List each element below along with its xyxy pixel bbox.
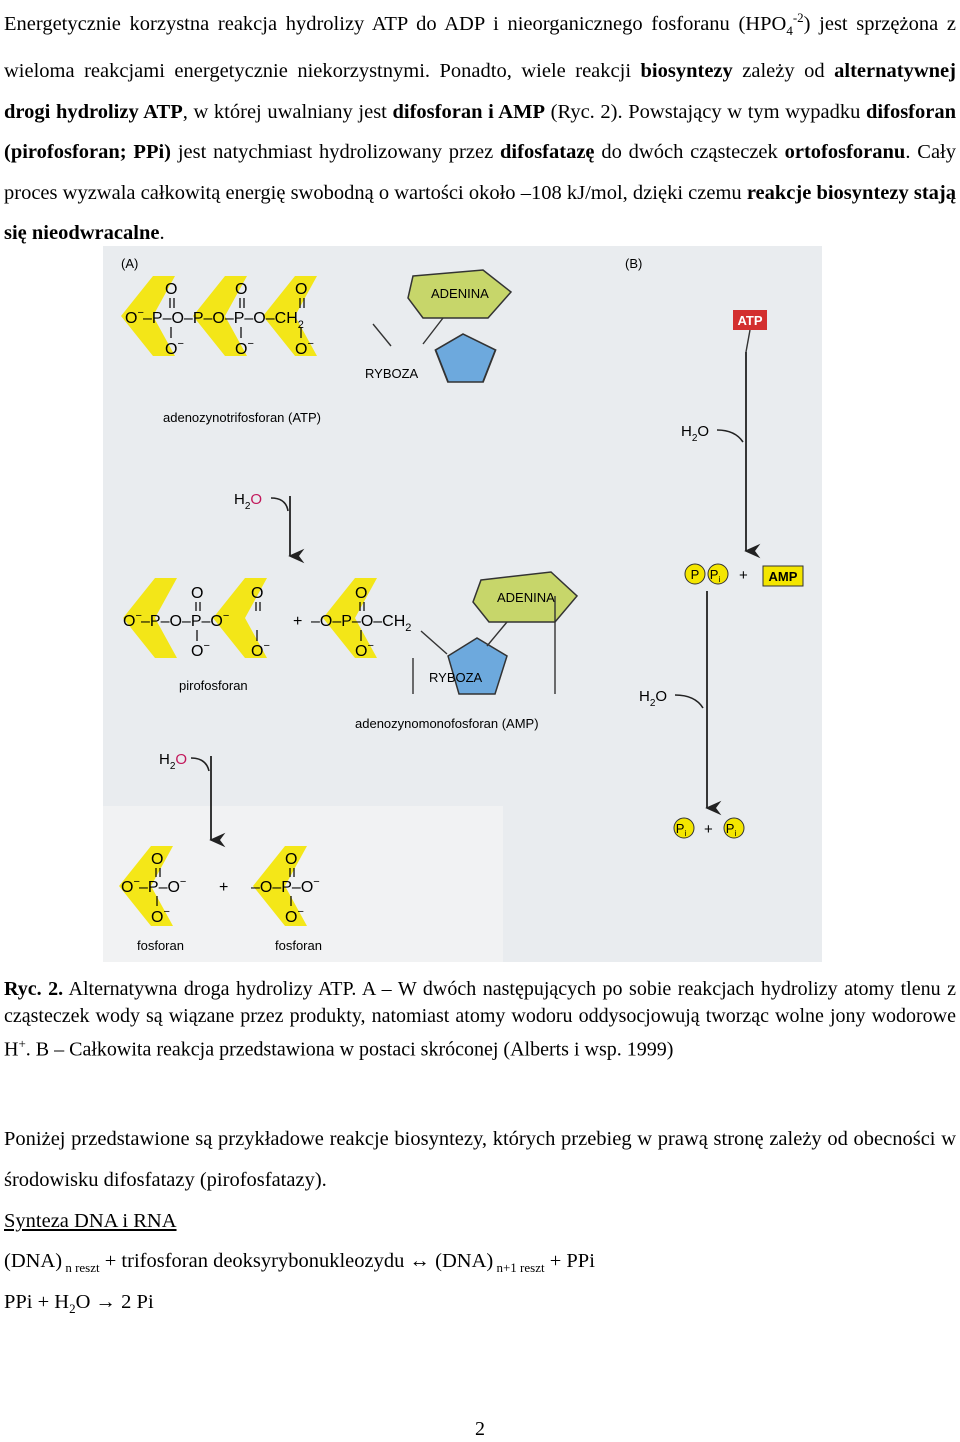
pi-circle: $P_i$ <box>709 567 721 584</box>
svg-text:O−: O− <box>295 338 314 358</box>
bold-term: difosforan (pirofosforan; PPi) <box>4 100 957 164</box>
svg-text:O: O <box>191 585 204 602</box>
svg-text:–P–O–P–O−: –P–O–P–O− <box>141 610 230 630</box>
eq-sub: n+1 reszt <box>493 1260 545 1276</box>
intro-text: zależy od <box>732 60 835 83</box>
amp-badge-label: AMP <box>768 569 798 584</box>
svg-text:O−: O− <box>355 640 374 660</box>
svg-text:–P–O–P–O–P–O–CH2: $-P-O-P-O-P-O-CH_2$ <box>143 310 304 331</box>
p-circle: P <box>690 567 700 582</box>
eq-part: + PPi <box>544 1250 595 1272</box>
ribose-label: RYBOZA <box>365 366 419 381</box>
adenine-label: ADENINA <box>431 286 489 301</box>
section-heading: Synteza DNA i RNA <box>4 1210 177 1232</box>
eq-part: (DNA) <box>4 1250 63 1272</box>
page-number: 2 <box>475 1418 485 1440</box>
svg-text:O−: O− <box>123 610 142 630</box>
bold-term: difosforan i AMP <box>392 100 545 123</box>
adenine-label-2: ADENINA <box>497 590 555 605</box>
bold-term: ortofosforanu <box>784 141 906 164</box>
plus-b2: + <box>704 821 713 838</box>
figure-caption <box>4 976 956 1064</box>
svg-text:O: O <box>285 851 298 868</box>
eq-part: O → 2 Pi <box>75 1291 154 1313</box>
caption-text: Alternatywna droga hydrolizy ATP. A – W dwóch następujących po sobie reakcjach hydrolizy atomy tlenu z cząsteczek wody są wiązane przez produkty, natomiast atomy wodoru oddysocjowują tworząc wolne jony wodorowe H <box>4 978 956 1061</box>
water-b2: $H_2O$ <box>639 688 668 709</box>
bold-term: alternatywnej drogi hydrolizy ATP <box>4 60 956 123</box>
intro-text: . Cały proces wyzwala całkowitą energię swobodną o wartości około –108 kJ/mol, dzięki czemu <box>4 141 956 204</box>
eq-part: PPi + H <box>4 1291 70 1313</box>
amp-name: adenozynomonofosforan (AMP) <box>355 716 539 731</box>
water-b1: $H_2O$ <box>681 423 710 444</box>
figure-atp-hydrolysis <box>103 246 822 962</box>
intro-text: (Ryc. 2). Powstający w tym wypadku <box>545 100 867 123</box>
svg-text:O: O <box>355 585 368 602</box>
svg-text:–P–O−: –P–O− <box>139 876 187 896</box>
panel-b-label: (B) <box>625 256 643 271</box>
svg-text:O−: O− <box>251 640 270 660</box>
svg-text:O−: O− <box>125 307 144 327</box>
bold-term: biosyntezy <box>640 60 733 83</box>
svg-text:+: + <box>219 879 229 896</box>
water-2: $H_2O$ <box>159 751 188 772</box>
svg-text:–O–P–O–CH2: $-O-P-O-CH_2$ <box>311 613 412 634</box>
phosphate-label-2: fosforan <box>275 938 322 953</box>
phosphate-label-1: fosforan <box>137 938 184 953</box>
svg-text:O: O <box>165 281 178 298</box>
equation-1 <box>4 1246 595 1283</box>
svg-text:O−: O− <box>121 876 140 896</box>
superscript: -2 <box>792 10 804 25</box>
equation-2 <box>4 1287 154 1324</box>
svg-text:O−: O− <box>285 906 304 926</box>
intro-text: Energetycznie korzystna reakcja hydrolizy ATP do ADP i nieorganicznego fosforanu (HPO <box>4 12 787 35</box>
caption-sup: + <box>18 1036 26 1051</box>
intro-text: ) jest sprzężona z wieloma reakcjami energetycznie niekorzystnymi. Ponadto, wiele reakcji <box>4 12 956 83</box>
eq-part: + trifosforan deoksyrybonukleozydu ↔ (DNA) <box>99 1250 494 1272</box>
svg-text:O−: O− <box>151 906 170 926</box>
svg-text:O: O <box>151 851 164 868</box>
atp-badge-label: ATP <box>737 313 763 328</box>
figure-svg <box>103 246 822 962</box>
ribose-label-2: RYBOZA <box>429 670 483 685</box>
bold-term: reakcje biosyntezy stają się nieodwracalne <box>4 181 956 245</box>
intro-text: jest natychmiast hydrolizowany przez <box>171 141 501 164</box>
svg-text:+: + <box>293 613 303 630</box>
pyrophosphate-label: pirofosforan <box>179 678 248 693</box>
svg-text:O: O <box>251 585 264 602</box>
intro-text: . <box>159 222 165 245</box>
bold-term: difosfatazę <box>500 141 595 164</box>
svg-text:–O–P–O−: –O–P–O− <box>251 876 320 896</box>
svg-text:O: O <box>295 281 308 298</box>
intro-text: , w której uwalniany jest <box>182 100 393 123</box>
pi-circle-1: $P_i$ <box>675 821 687 838</box>
atp-name: adenozynotrifosforan (ATP) <box>163 410 321 425</box>
water-1-h: $H_2O$ <box>234 491 263 512</box>
pi-circle-2: $P_i$ <box>725 821 737 838</box>
panel-a-label: (A) <box>121 256 139 271</box>
intro-text: do dwóch cząsteczek <box>594 141 785 164</box>
subscript: 4 <box>786 22 793 38</box>
eq-sub: 2 <box>69 1301 76 1317</box>
paragraph-2: Poniżej przedstawione są przykładowe reakcje biosyntezy, których przebieg w prawą stronę zależy od obecności w środowisku difosfatazy (pirofosfatazy). <box>4 1128 956 1191</box>
intro-paragraph <box>4 0 956 254</box>
caption-text: . B – Całkowita reakcja przedstawiona w postaci skróconej (Alberts i wsp. 1999) <box>25 1038 674 1061</box>
eq-sub: n reszt <box>62 1260 100 1276</box>
plus-b: + <box>739 567 748 584</box>
svg-text:O−: O− <box>165 338 184 358</box>
svg-text:O−: O− <box>191 640 210 660</box>
svg-text:O: O <box>235 281 248 298</box>
svg-text:O−: O− <box>235 338 254 358</box>
caption-label: Ryc. 2. <box>4 978 64 1000</box>
